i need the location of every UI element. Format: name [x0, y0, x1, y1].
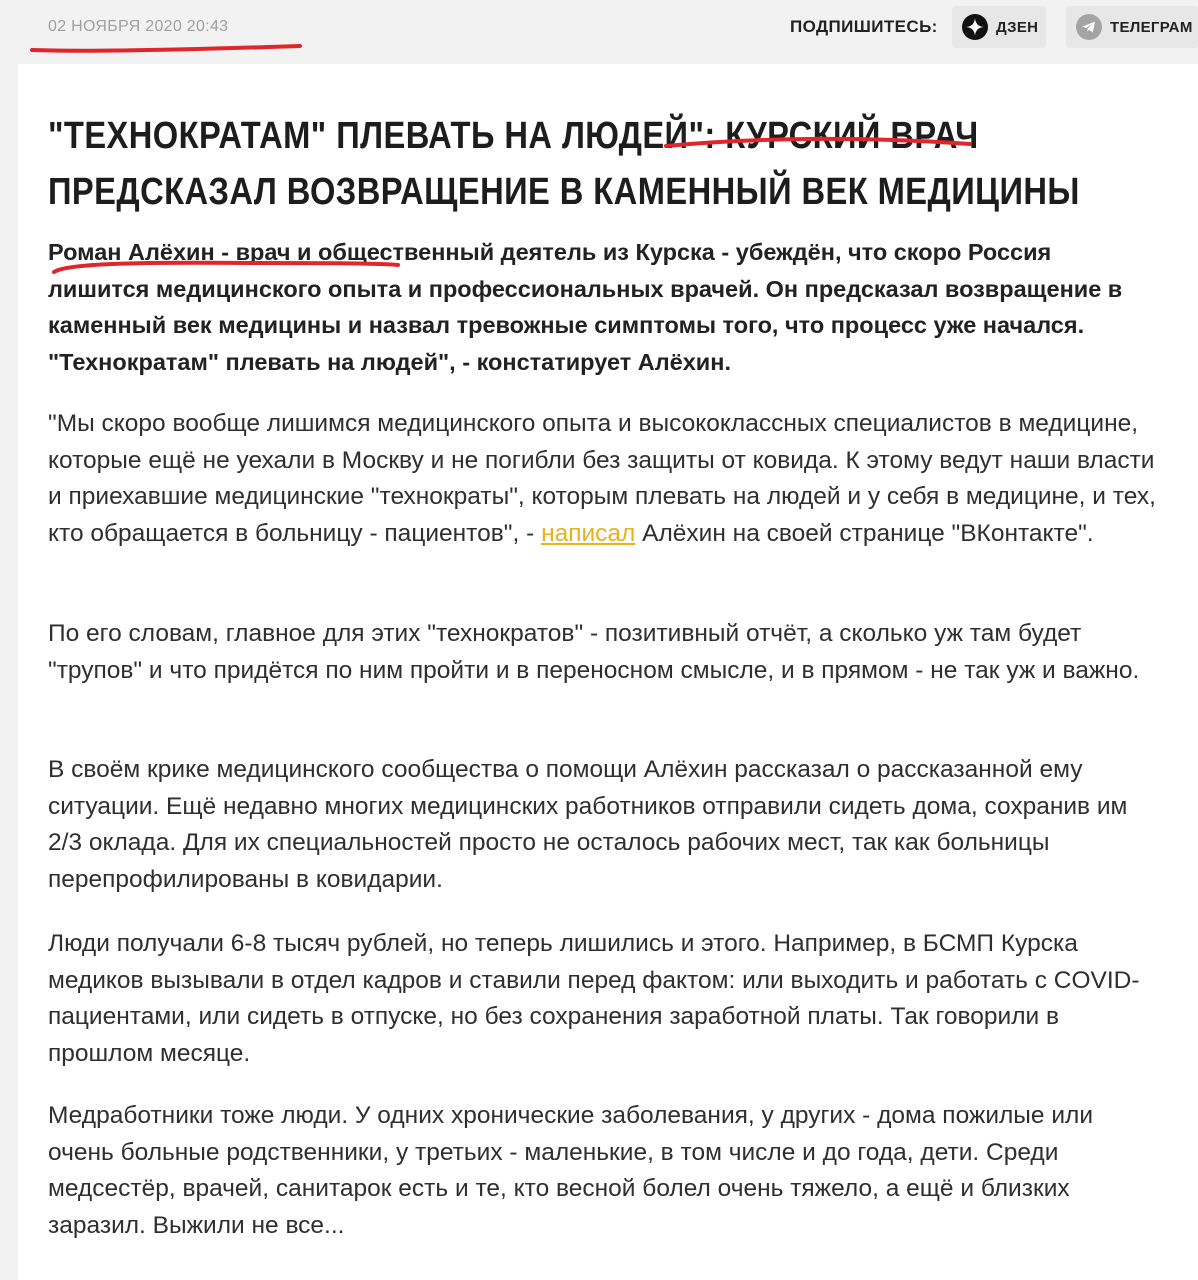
title-part-1: "ТЕХНОКРАТАМ" ПЛЕВАТЬ НА ЛЮДЕЙ": [48, 115, 726, 157]
title-part-3: ПРЕДСКАЗАЛ ВОЗВРАЩЕНИЕ В КАМЕННЫЙ ВЕК МЕДИЦИНЫ [48, 171, 1080, 213]
paragraph-1-text-end: Алёхин на своей странице "ВКонтакте". [635, 519, 1094, 547]
telegram-button-label: ТЕЛЕГРАМ [1110, 18, 1193, 36]
paragraph-1-text-start: "Мы скоро вообще лишимся медицинского опыта и высококлассных специалистов в медицине, которые ещё не уехали в Москву и не погибли без защиты от ковида. К этому ведут наши власти и приехавшие медицинские "технократы", которым плевать на людей и у себя в медицине, и тех, кто обращается в больницу - пациентов", - [48, 410, 1156, 547]
article-lead: Роман Алёхин - врач и общественный деятель из Курска - убеждён, что скоро Россия лишится медицинского опыта и профессиональных врачей. Он предсказал возвращение в каменный век медицины и назвал тревожные симптомы того, что процесс уже начался. "Технократам" плевать на людей", - констатирует Алёхин. [48, 239, 1123, 375]
article-paragraph-2: По его словам, главное для этих "технократов" - позитивный отчёт, а сколько уж там будет "трупов" и что придётся по ним пройти и в переносном смысле, и в прямом - не так уж и важно. [48, 620, 1140, 684]
vk-post-link[interactable]: написал [541, 519, 636, 547]
article-title [48, 108, 1080, 220]
article-paragraph-3: В своём крике медицинского сообщества о помощи Алёхин рассказал о рассказанной ему ситуации. Ещё недавно многих медицинских работников отправили сидеть дома, сохранив им 2/3 оклада. Для их специальностей просто не осталось рабочих мест, так как больницы перепрофилированы в ковидарии. [48, 756, 1128, 893]
dzen-subscribe-button[interactable] [952, 6, 1046, 48]
telegram-icon [1076, 14, 1102, 40]
subscribe-label: ПОДПИШИТЕСЬ: [790, 17, 938, 36]
top-bar [0, 0, 1198, 62]
article-paragraph-4: Люди получали 6-8 тысяч рублей, но теперь лишились и этого. Например, в БСМП Курска медиков вызывали в отдел кадров и ставили перед фактом: или выходить и работать с COVID-пациентами, или сидеть в отпуске, но без сохранения заработной платы. Так говорили в прошлом месяце. [48, 930, 1140, 1067]
article-card [18, 64, 1198, 1280]
title-part-2: КУРСКИЙ ВРАЧ [725, 115, 979, 157]
publish-date: 02 НОЯБРЯ 2020 20:43 [48, 18, 229, 35]
dzen-button-label: ДЗЕН [996, 18, 1039, 36]
dzen-icon [962, 14, 988, 40]
article-paragraph-5: Медработники тоже люди. У одних хронические заболевания, у других - дома пожилые или очень больные родственники, у третьих - маленькие, в том числе и до года, дети. Среди медсестёр, врачей, санитарок есть и те, кто весной болел очень тяжело, а ещё и близких заразил. Выжили не все... [48, 1102, 1094, 1239]
telegram-subscribe-button[interactable] [1066, 6, 1198, 48]
article-paragraph-1 [48, 406, 1158, 552]
